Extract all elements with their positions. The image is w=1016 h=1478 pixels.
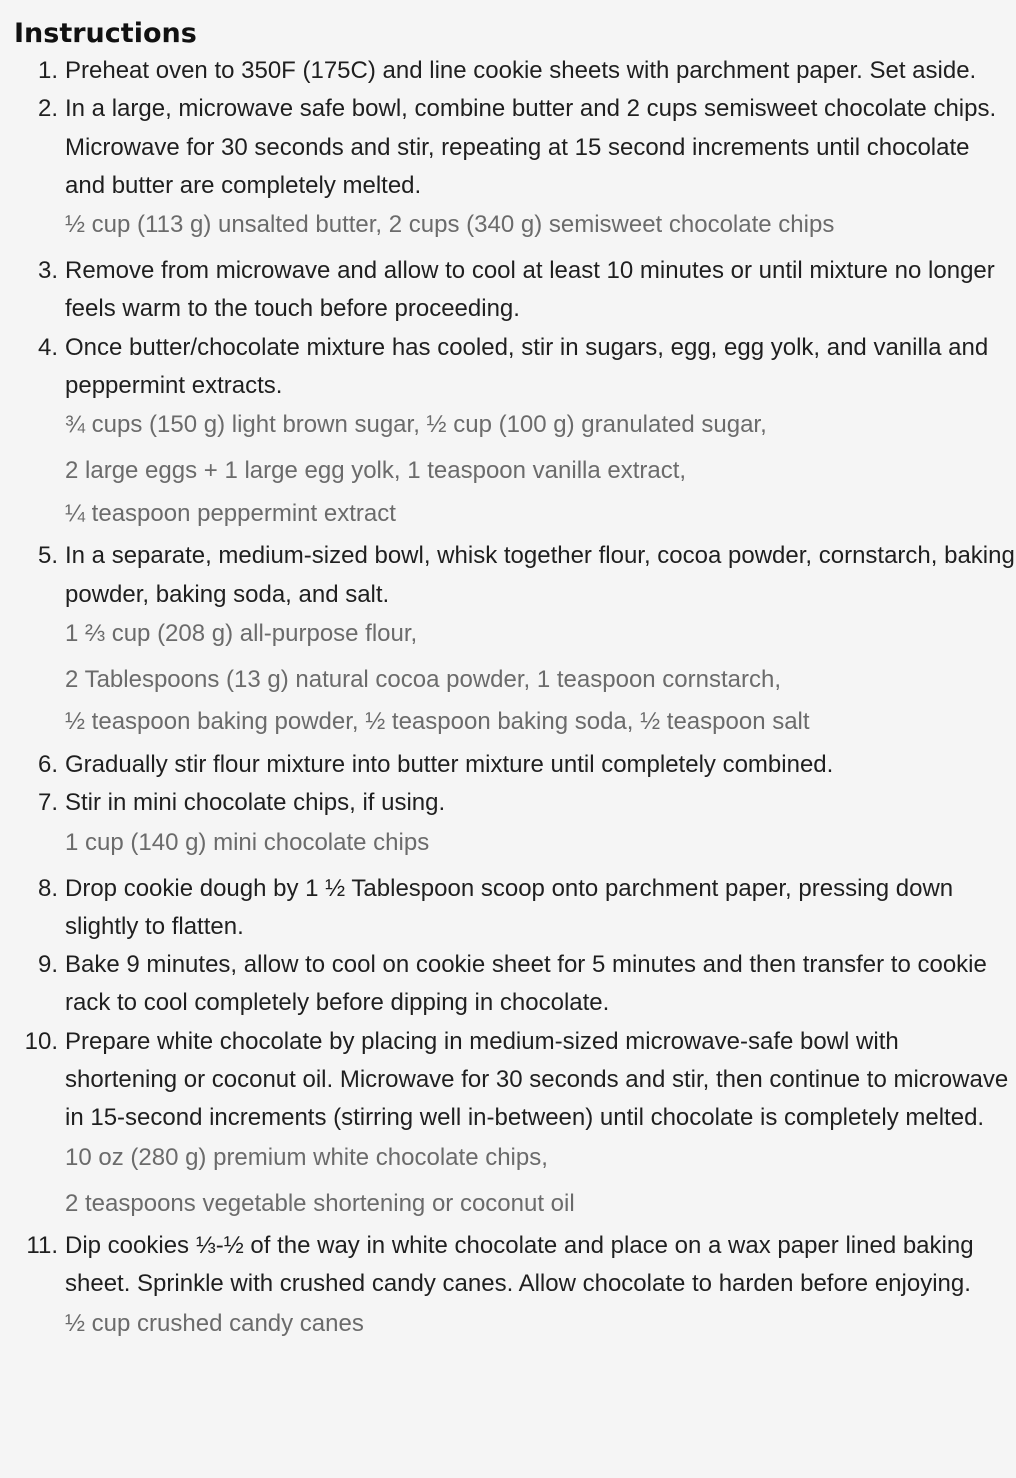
ingredient-line: ¾ cups (150 g) light brown sugar, ½ cup (100 g) granulated sugar, xyxy=(65,411,767,439)
instruction-step xyxy=(14,784,1016,869)
step-number: 11. xyxy=(26,1232,58,1260)
ingredient-list xyxy=(65,823,1016,870)
ingredient-line: ½ cup crushed candy canes xyxy=(65,1309,364,1337)
instruction-step xyxy=(14,52,1016,90)
step-number: 7. xyxy=(37,789,58,817)
ingredient-line: 2 teaspoons vegetable shortening or coconut oil xyxy=(65,1189,575,1217)
ingredient-line: 2 large eggs + 1 large egg yolk, 1 teaspoon vanilla extract, xyxy=(65,457,687,485)
instruction-step xyxy=(14,746,1016,784)
instruction-step xyxy=(14,252,1016,329)
ingredient-line: ½ teaspoon baking powder, ½ teaspoon baking soda, ½ teaspoon salt xyxy=(65,708,810,736)
step-text: Preheat oven to 350F (175C) and line cookie sheets with parchment paper. Set aside. xyxy=(65,57,977,84)
step-text: Prepare white chocolate by placing in medium-sized microwave-safe bowl with shortening or coconut oil. Microwave for 30 seconds and stir, then continue to microwave in 15-second increments (stirring well in-between) until chocolate is completely melted. xyxy=(65,1027,1009,1132)
step-number: 1. xyxy=(37,57,58,84)
ingredient-line: ¼ teaspoon peppermint extract xyxy=(65,499,396,527)
step-text: In a large, microwave safe bowl, combine butter and 2 cups semisweet chocolate chips. Microwave for 30 seconds and stir, repeating at 15 second increments until chocolate and butter are completely melted. xyxy=(65,95,997,199)
ingredient-line: 2 Tablespoons (13 g) natural cocoa powder, 1 teaspoon cornstarch, xyxy=(65,665,782,693)
step-number: 2. xyxy=(37,95,58,123)
instruction-step xyxy=(14,537,1016,746)
step-text: Remove from microwave and allow to cool at least 10 minutes or until mixture no longer feels warm to the touch before proceeding. xyxy=(65,257,995,323)
ingredient-list xyxy=(65,405,1016,537)
instruction-step xyxy=(14,870,1016,947)
step-text: In a separate, medium-sized bowl, whisk together flour, cocoa powder, cornstarch, baking powder, baking soda, and salt. xyxy=(65,542,1015,608)
instruction-step xyxy=(14,1227,1016,1351)
step-number: 8. xyxy=(37,874,58,902)
ingredient-list xyxy=(65,1304,1016,1351)
ingredient-line: ½ cup (113 g) unsalted butter, 2 cups (340 g) semisweet chocolate chips xyxy=(65,211,835,239)
ingredient-list xyxy=(65,1138,1016,1228)
step-text: Gradually stir flour mixture into butter mixture until completely combined. xyxy=(65,750,834,778)
step-number: 10. xyxy=(24,1027,58,1055)
step-number: 5. xyxy=(37,542,58,570)
step-text: Dip cookies ⅓-½ of the way in white chocolate and place on a wax paper lined baking sheet. Sprinkle with crushed candy canes. Allow chocolate to harden before enjoying. xyxy=(65,1232,974,1298)
instruction-step xyxy=(14,329,1016,538)
step-number: 9. xyxy=(37,951,58,979)
step-number: 4. xyxy=(37,333,58,361)
step-number: 6. xyxy=(37,750,58,778)
ingredient-line: 1 cup (140 g) mini chocolate chips xyxy=(65,828,430,856)
ingredient-list xyxy=(65,205,1016,252)
step-number: 3. xyxy=(37,257,58,285)
step-text: Bake 9 minutes, allow to cool on cookie sheet for 5 minutes and then transfer to cookie rack to cool completely before dipping in chocolate. xyxy=(65,951,987,1017)
step-text: Once butter/chocolate mixture has cooled, stir in sugars, egg, egg yolk, and vanilla and peppermint extracts. xyxy=(65,333,989,400)
ingredient-line: 1 ⅔ cup (208 g) all-purpose flour, xyxy=(65,619,418,647)
step-text: Stir in mini chocolate chips, if using. xyxy=(65,789,446,817)
instruction-step xyxy=(14,946,1016,1023)
instruction-step xyxy=(14,90,1016,252)
step-text: Drop cookie dough by 1 ½ Tablespoon scoop onto parchment paper, pressing down slightly to flatten. xyxy=(65,874,954,940)
instruction-step xyxy=(14,1023,1016,1227)
ingredient-list xyxy=(65,614,1016,746)
ingredient-line: 10 oz (280 g) premium white chocolate chips, xyxy=(65,1143,548,1171)
section-title: Instructions xyxy=(14,18,197,49)
instruction-list xyxy=(14,52,1016,1351)
